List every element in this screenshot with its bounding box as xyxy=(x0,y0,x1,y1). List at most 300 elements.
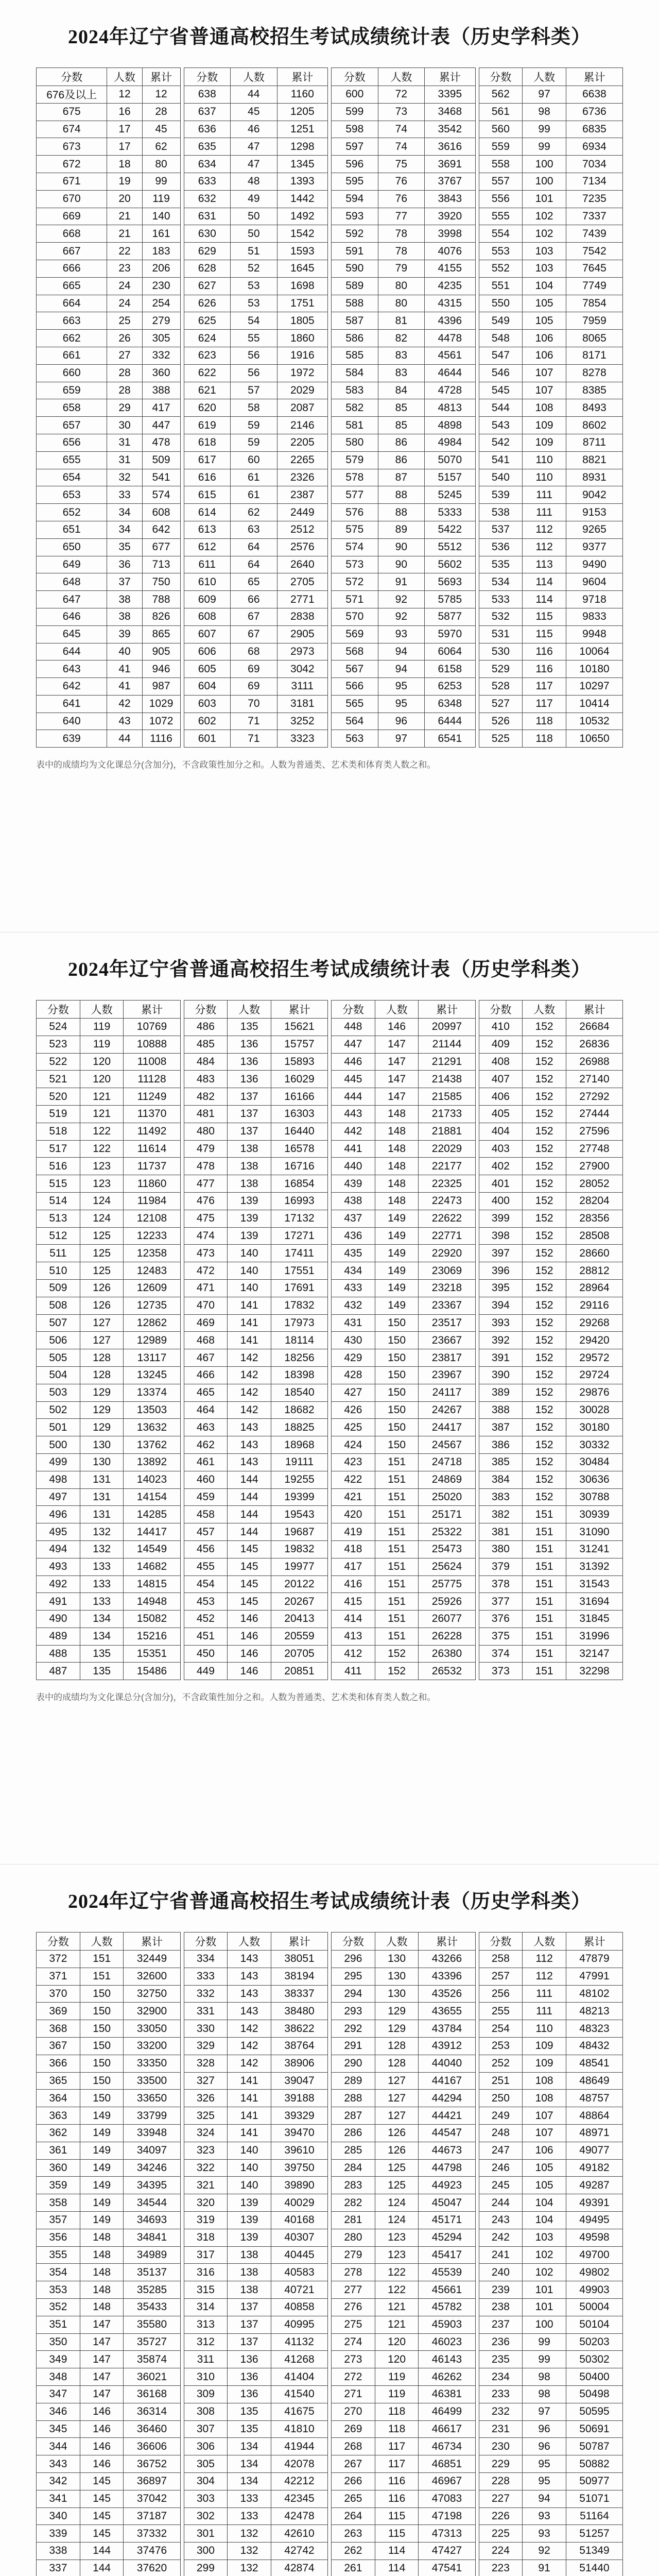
table-cell: 46617 xyxy=(419,2420,475,2438)
table-cell: 103 xyxy=(523,243,566,260)
table-cell: 225 xyxy=(479,2525,523,2543)
table-cell: 255 xyxy=(479,2003,523,2020)
table-cell: 150 xyxy=(375,1436,419,1454)
table-cell: 281 xyxy=(332,2211,375,2229)
table-row xyxy=(184,1384,328,1401)
table-cell: 133 xyxy=(80,1593,124,1611)
table-cell: 31090 xyxy=(566,1523,622,1541)
table-row xyxy=(37,121,181,138)
table-cell: 550 xyxy=(479,295,523,312)
table-cell: 404 xyxy=(479,1123,523,1140)
table-cell: 128 xyxy=(80,1366,124,1384)
table-row xyxy=(479,1210,623,1227)
table-cell: 136 xyxy=(228,2368,271,2386)
table-cell: 101 xyxy=(523,2281,566,2299)
table-cell: 118 xyxy=(523,730,566,748)
table-cell: 18256 xyxy=(271,1349,327,1367)
table-cell: 487 xyxy=(37,1663,80,1680)
table-cell: 385 xyxy=(479,1453,523,1471)
table-row xyxy=(332,1558,476,1575)
table-cell: 579 xyxy=(332,451,378,469)
table-row xyxy=(479,173,623,190)
table-cell: 98 xyxy=(523,2385,566,2403)
table-cell: 152 xyxy=(523,1366,566,1384)
table-row xyxy=(479,1349,623,1367)
table-cell: 1298 xyxy=(277,138,327,156)
table-cell: 152 xyxy=(523,1123,566,1140)
table-cell: 407 xyxy=(479,1071,523,1088)
table-cell: 291 xyxy=(332,2037,375,2055)
score-column-table xyxy=(331,67,476,748)
table-row xyxy=(332,2264,476,2281)
table-cell: 338 xyxy=(37,2543,80,2560)
table-cell: 27 xyxy=(107,347,142,364)
table-cell: 38764 xyxy=(271,2037,327,2055)
table-cell: 434 xyxy=(332,1262,375,1280)
table-cell: 279 xyxy=(142,312,180,330)
table-row xyxy=(332,2211,476,2229)
table-cell: 595 xyxy=(332,173,378,190)
table-row xyxy=(184,573,328,591)
table-cell: 87 xyxy=(378,469,425,486)
table-row xyxy=(184,1366,328,1384)
table-cell: 32900 xyxy=(124,2003,180,2020)
table-cell: 15757 xyxy=(271,1036,327,1053)
table-row xyxy=(37,2403,181,2420)
table-row xyxy=(479,1192,623,1210)
table-cell: 2973 xyxy=(277,643,327,660)
table-cell: 301 xyxy=(184,2525,228,2543)
table-row xyxy=(332,417,476,434)
table-cell: 26380 xyxy=(419,1645,475,1663)
table-cell: 511 xyxy=(37,1245,80,1262)
table-cell: 521 xyxy=(37,1071,80,1088)
table-cell: 23967 xyxy=(419,1366,475,1384)
table-cell: 50004 xyxy=(566,2298,622,2316)
table-row xyxy=(479,295,623,312)
table-row xyxy=(37,2420,181,2438)
table-row xyxy=(184,643,328,660)
table-cell: 391 xyxy=(479,1349,523,1367)
table-row xyxy=(184,1951,328,1968)
table-cell: 142 xyxy=(228,2037,271,2055)
table-cell: 39047 xyxy=(271,2072,327,2090)
table-cell: 52 xyxy=(231,260,278,277)
table-cell: 458 xyxy=(184,1506,228,1523)
table-row xyxy=(332,2229,476,2246)
table-cell: 1116 xyxy=(142,730,180,748)
table-cell: 23218 xyxy=(419,1279,475,1297)
table-cell: 15082 xyxy=(124,1611,180,1628)
table-cell: 339 xyxy=(37,2525,80,2543)
table-cell: 124 xyxy=(80,1210,124,1227)
table-row xyxy=(332,730,476,748)
table-cell: 34395 xyxy=(124,2177,180,2194)
table-cell: 126 xyxy=(375,2124,419,2142)
table-cell: 152 xyxy=(523,1384,566,1401)
table-cell: 151 xyxy=(80,1968,124,1985)
table-cell: 1072 xyxy=(142,713,180,730)
table-cell: 35137 xyxy=(124,2264,180,2281)
table-cell: 33650 xyxy=(124,2090,180,2107)
table-cell: 457 xyxy=(184,1523,228,1541)
table-cell: 49802 xyxy=(566,2264,622,2281)
table-row xyxy=(332,2507,476,2525)
table-cell: 110 xyxy=(523,469,566,486)
table-cell: 318 xyxy=(184,2229,228,2246)
table-cell: 145 xyxy=(80,2525,124,2543)
table-cell: 152 xyxy=(523,1019,566,1036)
table-cell: 542 xyxy=(479,434,523,451)
table-row xyxy=(479,190,623,208)
table-cell: 4235 xyxy=(425,277,475,295)
table-row xyxy=(479,2229,623,2246)
table-cell: 381 xyxy=(479,1523,523,1541)
table-row xyxy=(37,1332,181,1349)
table-cell: 86 xyxy=(378,451,425,469)
table-cell: 358 xyxy=(37,2194,80,2212)
table-cell: 364 xyxy=(37,2090,80,2107)
table-row xyxy=(184,2159,328,2177)
table-cell: 150 xyxy=(80,2020,124,2038)
table-cell: 277 xyxy=(332,2281,375,2299)
table-cell: 6253 xyxy=(425,678,475,696)
table-row xyxy=(37,2246,181,2264)
table-row xyxy=(332,1611,476,1628)
table-cell: 472 xyxy=(184,1262,228,1280)
table-row xyxy=(479,504,623,521)
table-cell: 596 xyxy=(332,156,378,173)
table-cell: 129 xyxy=(80,1384,124,1401)
table-cell: 30332 xyxy=(566,1436,622,1454)
table-row xyxy=(184,2124,328,2142)
table-row xyxy=(184,2055,328,2072)
table-cell: 34841 xyxy=(124,2229,180,2246)
table-cell: 522 xyxy=(37,1053,80,1071)
table-cell: 32449 xyxy=(124,1951,180,1968)
table-cell: 14815 xyxy=(124,1575,180,1593)
table-row xyxy=(184,399,328,417)
table-cell: 95 xyxy=(523,2455,566,2473)
table-cell: 536 xyxy=(479,538,523,556)
table-cell: 31845 xyxy=(566,1611,622,1628)
table-cell: 630 xyxy=(184,225,231,243)
table-cell: 119 xyxy=(142,190,180,208)
table-cell: 25020 xyxy=(419,1488,475,1506)
table-cell: 637 xyxy=(184,103,231,121)
table-cell: 549 xyxy=(479,312,523,330)
table-cell: 3998 xyxy=(425,225,475,243)
table-cell: 638 xyxy=(184,86,231,104)
table-cell: 14549 xyxy=(124,1540,180,1558)
score-grid xyxy=(36,1000,623,1680)
table-row xyxy=(479,2159,623,2177)
table-row xyxy=(184,2107,328,2125)
table-cell: 44421 xyxy=(419,2107,475,2125)
table-cell: 264 xyxy=(332,2507,375,2525)
table-cell: 788 xyxy=(142,591,180,608)
table-cell: 61 xyxy=(231,469,278,486)
table-cell: 30 xyxy=(107,417,142,434)
table-cell: 10888 xyxy=(124,1036,180,1053)
table-cell: 23367 xyxy=(419,1297,475,1314)
score-column-table xyxy=(479,67,623,748)
table-cell: 427 xyxy=(332,1384,375,1401)
table-cell: 5157 xyxy=(425,469,475,486)
table-cell: 135 xyxy=(80,1645,124,1663)
table-row xyxy=(184,2420,328,2438)
column-header: 人数 xyxy=(80,1933,124,1951)
table-cell: 15893 xyxy=(271,1053,327,1071)
table-cell: 453 xyxy=(184,1593,228,1611)
table-row xyxy=(332,382,476,399)
table-row xyxy=(184,1575,328,1593)
table-cell: 145 xyxy=(80,2507,124,2525)
table-row xyxy=(184,2543,328,2560)
column-header: 累计 xyxy=(271,1933,327,1951)
table-row xyxy=(479,1314,623,1332)
table-cell: 22325 xyxy=(419,1175,475,1193)
table-cell: 45171 xyxy=(419,2211,475,2229)
column-header: 累计 xyxy=(566,1001,622,1019)
table-row xyxy=(184,2368,328,2386)
table-cell: 140 xyxy=(228,2142,271,2159)
table-cell: 571 xyxy=(332,591,378,608)
table-cell: 144 xyxy=(228,1488,271,1506)
table-cell: 333 xyxy=(184,1968,228,1985)
table-cell: 44167 xyxy=(419,2072,475,2090)
table-cell: 107 xyxy=(523,382,566,399)
table-row xyxy=(37,1175,181,1193)
table-cell: 29116 xyxy=(566,1297,622,1314)
table-cell: 3542 xyxy=(425,121,475,138)
column-header: 累计 xyxy=(566,1933,622,1951)
table-cell: 12 xyxy=(142,86,180,104)
table-cell: 481 xyxy=(184,1105,228,1123)
table-cell: 634 xyxy=(184,156,231,173)
column-header: 累计 xyxy=(124,1933,180,1951)
table-cell: 313 xyxy=(184,2316,228,2333)
table-cell: 266 xyxy=(332,2472,375,2490)
table-cell: 50595 xyxy=(566,2403,622,2420)
table-cell: 96 xyxy=(523,2420,566,2438)
table-cell: 138 xyxy=(228,2281,271,2299)
column-header: 分数 xyxy=(184,1933,228,1951)
table-cell: 11008 xyxy=(124,1053,180,1071)
table-cell: 48323 xyxy=(566,2020,622,2038)
table-cell: 603 xyxy=(184,695,231,713)
table-cell: 675 xyxy=(37,103,107,121)
table-row xyxy=(37,434,181,451)
table-row xyxy=(479,538,623,556)
table-row xyxy=(332,1279,476,1297)
table-cell: 460 xyxy=(184,1471,228,1488)
table-row xyxy=(184,1279,328,1297)
table-cell: 112 xyxy=(523,1968,566,1985)
table-cell: 256 xyxy=(479,1985,523,2003)
table-cell: 640 xyxy=(37,713,107,730)
table-cell: 152 xyxy=(523,1453,566,1471)
table-cell: 38 xyxy=(107,608,142,625)
table-cell: 319 xyxy=(184,2211,228,2229)
table-cell: 151 xyxy=(523,1540,566,1558)
table-cell: 120 xyxy=(375,2333,419,2351)
table-cell: 8711 xyxy=(566,434,622,451)
table-row xyxy=(332,2385,476,2403)
table-row xyxy=(332,347,476,364)
table-row xyxy=(37,660,181,678)
table-cell: 37620 xyxy=(124,2560,180,2576)
table-cell: 106 xyxy=(523,2142,566,2159)
table-cell: 1645 xyxy=(277,260,327,277)
table-cell: 46143 xyxy=(419,2351,475,2368)
table-cell: 16 xyxy=(107,103,142,121)
table-cell: 464 xyxy=(184,1401,228,1419)
table-cell: 103 xyxy=(523,2229,566,2246)
table-cell: 32298 xyxy=(566,1663,622,1680)
table-row xyxy=(184,1436,328,1454)
table-row xyxy=(332,1663,476,1680)
table-row xyxy=(37,2020,181,2038)
table-cell: 303 xyxy=(184,2490,228,2507)
table-cell: 93 xyxy=(523,2525,566,2543)
table-row xyxy=(479,1071,623,1088)
table-row xyxy=(184,469,328,486)
table-cell: 662 xyxy=(37,330,107,347)
table-cell: 236 xyxy=(479,2333,523,2351)
table-cell: 134 xyxy=(80,1611,124,1628)
table-cell: 36460 xyxy=(124,2420,180,2438)
table-cell: 133 xyxy=(80,1575,124,1593)
table-row xyxy=(184,86,328,104)
table-cell: 144 xyxy=(228,1506,271,1523)
table-cell: 576 xyxy=(332,504,378,521)
table-row xyxy=(479,1036,623,1053)
table-cell: 314 xyxy=(184,2298,228,2316)
table-cell: 9833 xyxy=(566,608,622,625)
table-cell: 115 xyxy=(375,2507,419,2525)
table-cell: 68 xyxy=(231,643,278,660)
table-cell: 101 xyxy=(523,2298,566,2316)
table-cell: 310 xyxy=(184,2368,228,2386)
table-cell: 124 xyxy=(80,1192,124,1210)
table-cell: 4076 xyxy=(425,243,475,260)
table-cell: 11492 xyxy=(124,1123,180,1140)
table-cell: 30180 xyxy=(566,1419,622,1436)
table-cell: 99 xyxy=(523,138,566,156)
table-cell: 18540 xyxy=(271,1384,327,1401)
table-cell: 642 xyxy=(37,678,107,696)
table-row xyxy=(479,2264,623,2281)
table-cell: 19111 xyxy=(271,1453,327,1471)
table-cell: 42610 xyxy=(271,2525,327,2543)
table-cell: 8931 xyxy=(566,469,622,486)
table-cell: 641 xyxy=(37,695,107,713)
table-cell: 97 xyxy=(378,730,425,748)
table-row xyxy=(479,608,623,625)
table-cell: 24267 xyxy=(419,1401,475,1419)
table-cell: 151 xyxy=(523,1593,566,1611)
table-cell: 373 xyxy=(479,1663,523,1680)
table-cell: 44040 xyxy=(419,2055,475,2072)
table-cell: 9377 xyxy=(566,538,622,556)
table-cell: 206 xyxy=(142,260,180,277)
table-cell: 253 xyxy=(479,2037,523,2055)
table-row xyxy=(332,1436,476,1454)
table-row xyxy=(332,660,476,678)
table-cell: 80 xyxy=(142,156,180,173)
table-row xyxy=(332,1366,476,1384)
table-cell: 7959 xyxy=(566,312,622,330)
table-cell: 409 xyxy=(479,1036,523,1053)
table-cell: 111 xyxy=(523,2003,566,2020)
table-row xyxy=(479,277,623,295)
table-cell: 140 xyxy=(228,1245,271,1262)
table-cell: 591 xyxy=(332,243,378,260)
table-cell: 62 xyxy=(142,138,180,156)
table-cell: 150 xyxy=(375,1366,419,1384)
table-cell: 145 xyxy=(228,1558,271,1575)
table-cell: 16166 xyxy=(271,1088,327,1106)
table-cell: 121 xyxy=(375,2316,419,2333)
table-row xyxy=(332,312,476,330)
table-cell: 29268 xyxy=(566,1314,622,1332)
table-row xyxy=(479,1611,623,1628)
table-cell: 137 xyxy=(228,1088,271,1106)
table-row xyxy=(332,678,476,696)
table-cell: 145 xyxy=(228,1540,271,1558)
table-cell: 29420 xyxy=(566,1332,622,1349)
table-cell: 44 xyxy=(231,86,278,104)
table-cell: 379 xyxy=(479,1558,523,1575)
table-cell: 2705 xyxy=(277,573,327,591)
table-row xyxy=(184,2264,328,2281)
table-cell: 445 xyxy=(332,1071,375,1088)
table-cell: 146 xyxy=(80,2455,124,2473)
table-cell: 347 xyxy=(37,2385,80,2403)
table-cell: 105 xyxy=(523,2159,566,2177)
table-cell: 116 xyxy=(523,643,566,660)
table-row xyxy=(479,2385,623,2403)
table-cell: 39 xyxy=(107,625,142,643)
table-row xyxy=(332,1053,476,1071)
table-cell: 44923 xyxy=(419,2177,475,2194)
table-row xyxy=(37,2298,181,2316)
table-row xyxy=(37,1210,181,1227)
table-cell: 527 xyxy=(479,695,523,713)
table-row xyxy=(184,1985,328,2003)
table-cell: 657 xyxy=(37,417,107,434)
table-cell: 13762 xyxy=(124,1436,180,1454)
table-cell: 46023 xyxy=(419,2333,475,2351)
table-row xyxy=(37,2072,181,2090)
table-cell: 137 xyxy=(228,2316,271,2333)
table-cell: 13503 xyxy=(124,1401,180,1419)
table-cell: 31 xyxy=(107,451,142,469)
table-cell: 51164 xyxy=(566,2507,622,2525)
table-cell: 47879 xyxy=(566,1951,622,1968)
table-row xyxy=(479,2543,623,2560)
table-cell: 444 xyxy=(332,1088,375,1106)
table-cell: 36314 xyxy=(124,2403,180,2420)
table-cell: 658 xyxy=(37,399,107,417)
table-row xyxy=(479,312,623,330)
table-row xyxy=(479,1140,623,1158)
table-row xyxy=(184,295,328,312)
table-cell: 47991 xyxy=(566,1968,622,1985)
table-cell: 6934 xyxy=(566,138,622,156)
table-cell: 573 xyxy=(332,556,378,573)
